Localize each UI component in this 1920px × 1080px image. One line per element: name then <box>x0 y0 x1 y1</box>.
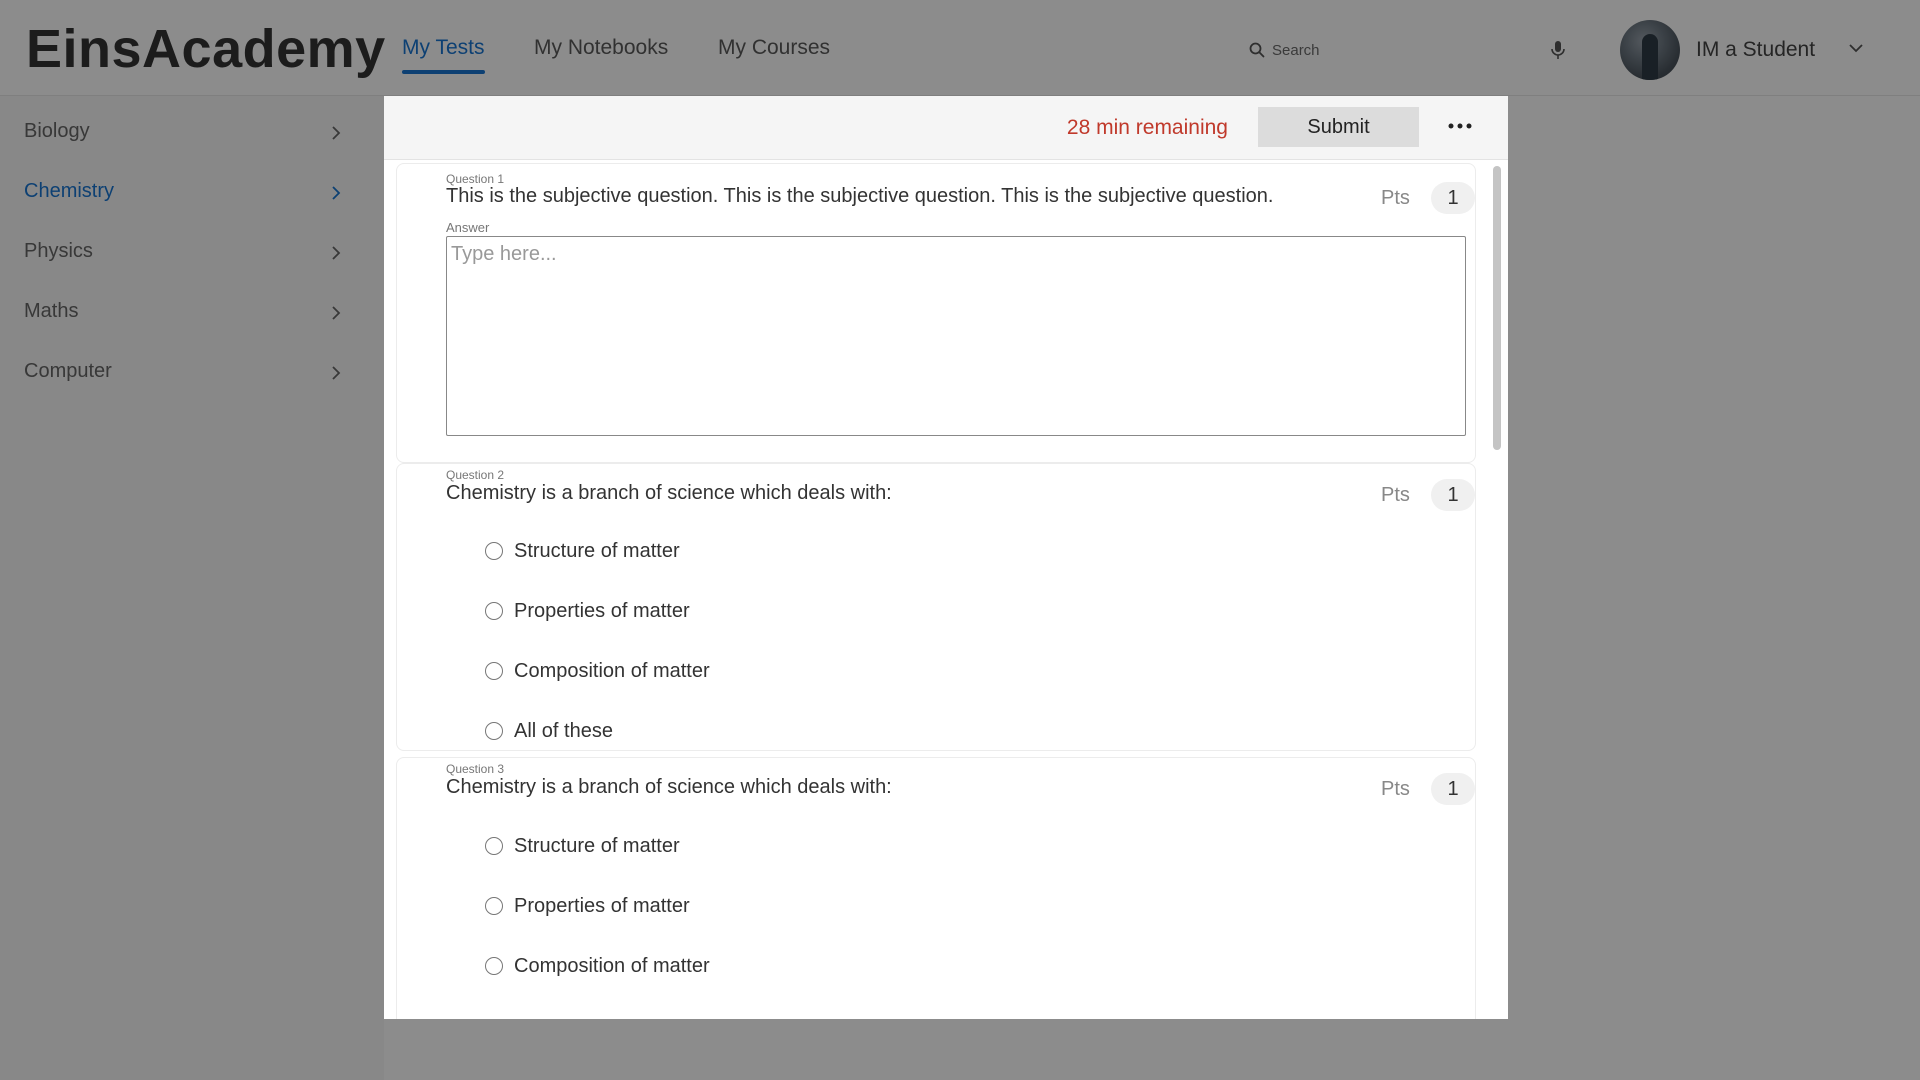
question-number: Question 1 <box>446 172 505 186</box>
radio-button[interactable] <box>485 662 503 680</box>
tab-my-courses[interactable]: My Courses <box>718 36 831 59</box>
scrollbar[interactable] <box>1491 164 1503 1019</box>
question-number: Question 2 <box>446 468 505 482</box>
more-options-button[interactable] <box>1442 110 1478 142</box>
question-card <box>396 163 1476 463</box>
tab-my-tests[interactable]: My Tests <box>402 36 485 59</box>
answer-option[interactable] <box>485 832 680 860</box>
question-card <box>396 463 1476 751</box>
test-header <box>384 96 1508 160</box>
scrollbar-thumb[interactable] <box>1493 166 1501 450</box>
app-logo[interactable]: EinsAcademy <box>26 19 386 79</box>
radio-button[interactable] <box>485 602 503 620</box>
answer-label: Answer <box>446 220 490 235</box>
question-number: Question 3 <box>446 762 505 776</box>
option-label: Composition of matter <box>514 954 710 977</box>
points-label: Pts <box>1381 778 1410 800</box>
question-text: This is the subjective question. This is the subjective question. This is the subjective question. <box>446 185 1274 207</box>
answer-option[interactable] <box>485 892 690 920</box>
sidebar-item-label: Maths <box>24 300 79 322</box>
submit-button[interactable]: Submit <box>1258 107 1419 147</box>
points-value: 1 <box>1431 773 1475 805</box>
question-text: Chemistry is a branch of science which deals with: <box>446 482 892 504</box>
option-label: Structure of matter <box>514 834 680 857</box>
question-card <box>396 757 1476 1019</box>
sidebar-item-label: Chemistry <box>24 180 115 202</box>
option-label: Properties of matter <box>514 599 690 622</box>
answer-option[interactable] <box>485 537 680 565</box>
option-label: Properties of matter <box>514 894 690 917</box>
option-label: Composition of matter <box>514 659 710 682</box>
tab-my-notebooks[interactable]: My Notebooks <box>534 36 669 59</box>
points-label: Pts <box>1381 484 1410 506</box>
option-label: All of these <box>514 719 613 742</box>
radio-button[interactable] <box>485 837 503 855</box>
answer-option[interactable] <box>485 717 613 745</box>
answer-option[interactable] <box>485 657 710 685</box>
radio-button[interactable] <box>485 542 503 560</box>
radio-button[interactable] <box>485 897 503 915</box>
answer-textarea[interactable] <box>446 236 1466 436</box>
radio-button[interactable] <box>485 957 503 975</box>
time-remaining: 28 min remaining <box>1066 116 1228 139</box>
answer-option[interactable] <box>485 597 690 625</box>
points-label: Pts <box>1381 187 1410 209</box>
more-horizontal-icon <box>1448 123 1472 129</box>
points-value: 1 <box>1431 182 1475 214</box>
radio-button[interactable] <box>485 722 503 740</box>
option-label: Structure of matter <box>514 539 680 562</box>
sidebar-item-label: Computer <box>24 360 112 382</box>
question-text: Chemistry is a branch of science which deals with: <box>446 776 892 798</box>
sidebar-item-label: Physics <box>24 240 93 262</box>
questions-list[interactable] <box>384 160 1508 1019</box>
answer-option[interactable] <box>485 952 710 980</box>
user-name[interactable]: IM a Student <box>1696 38 1816 61</box>
sidebar-item-label: Biology <box>24 120 90 142</box>
points-value: 1 <box>1431 479 1475 511</box>
test-modal <box>384 96 1508 1019</box>
